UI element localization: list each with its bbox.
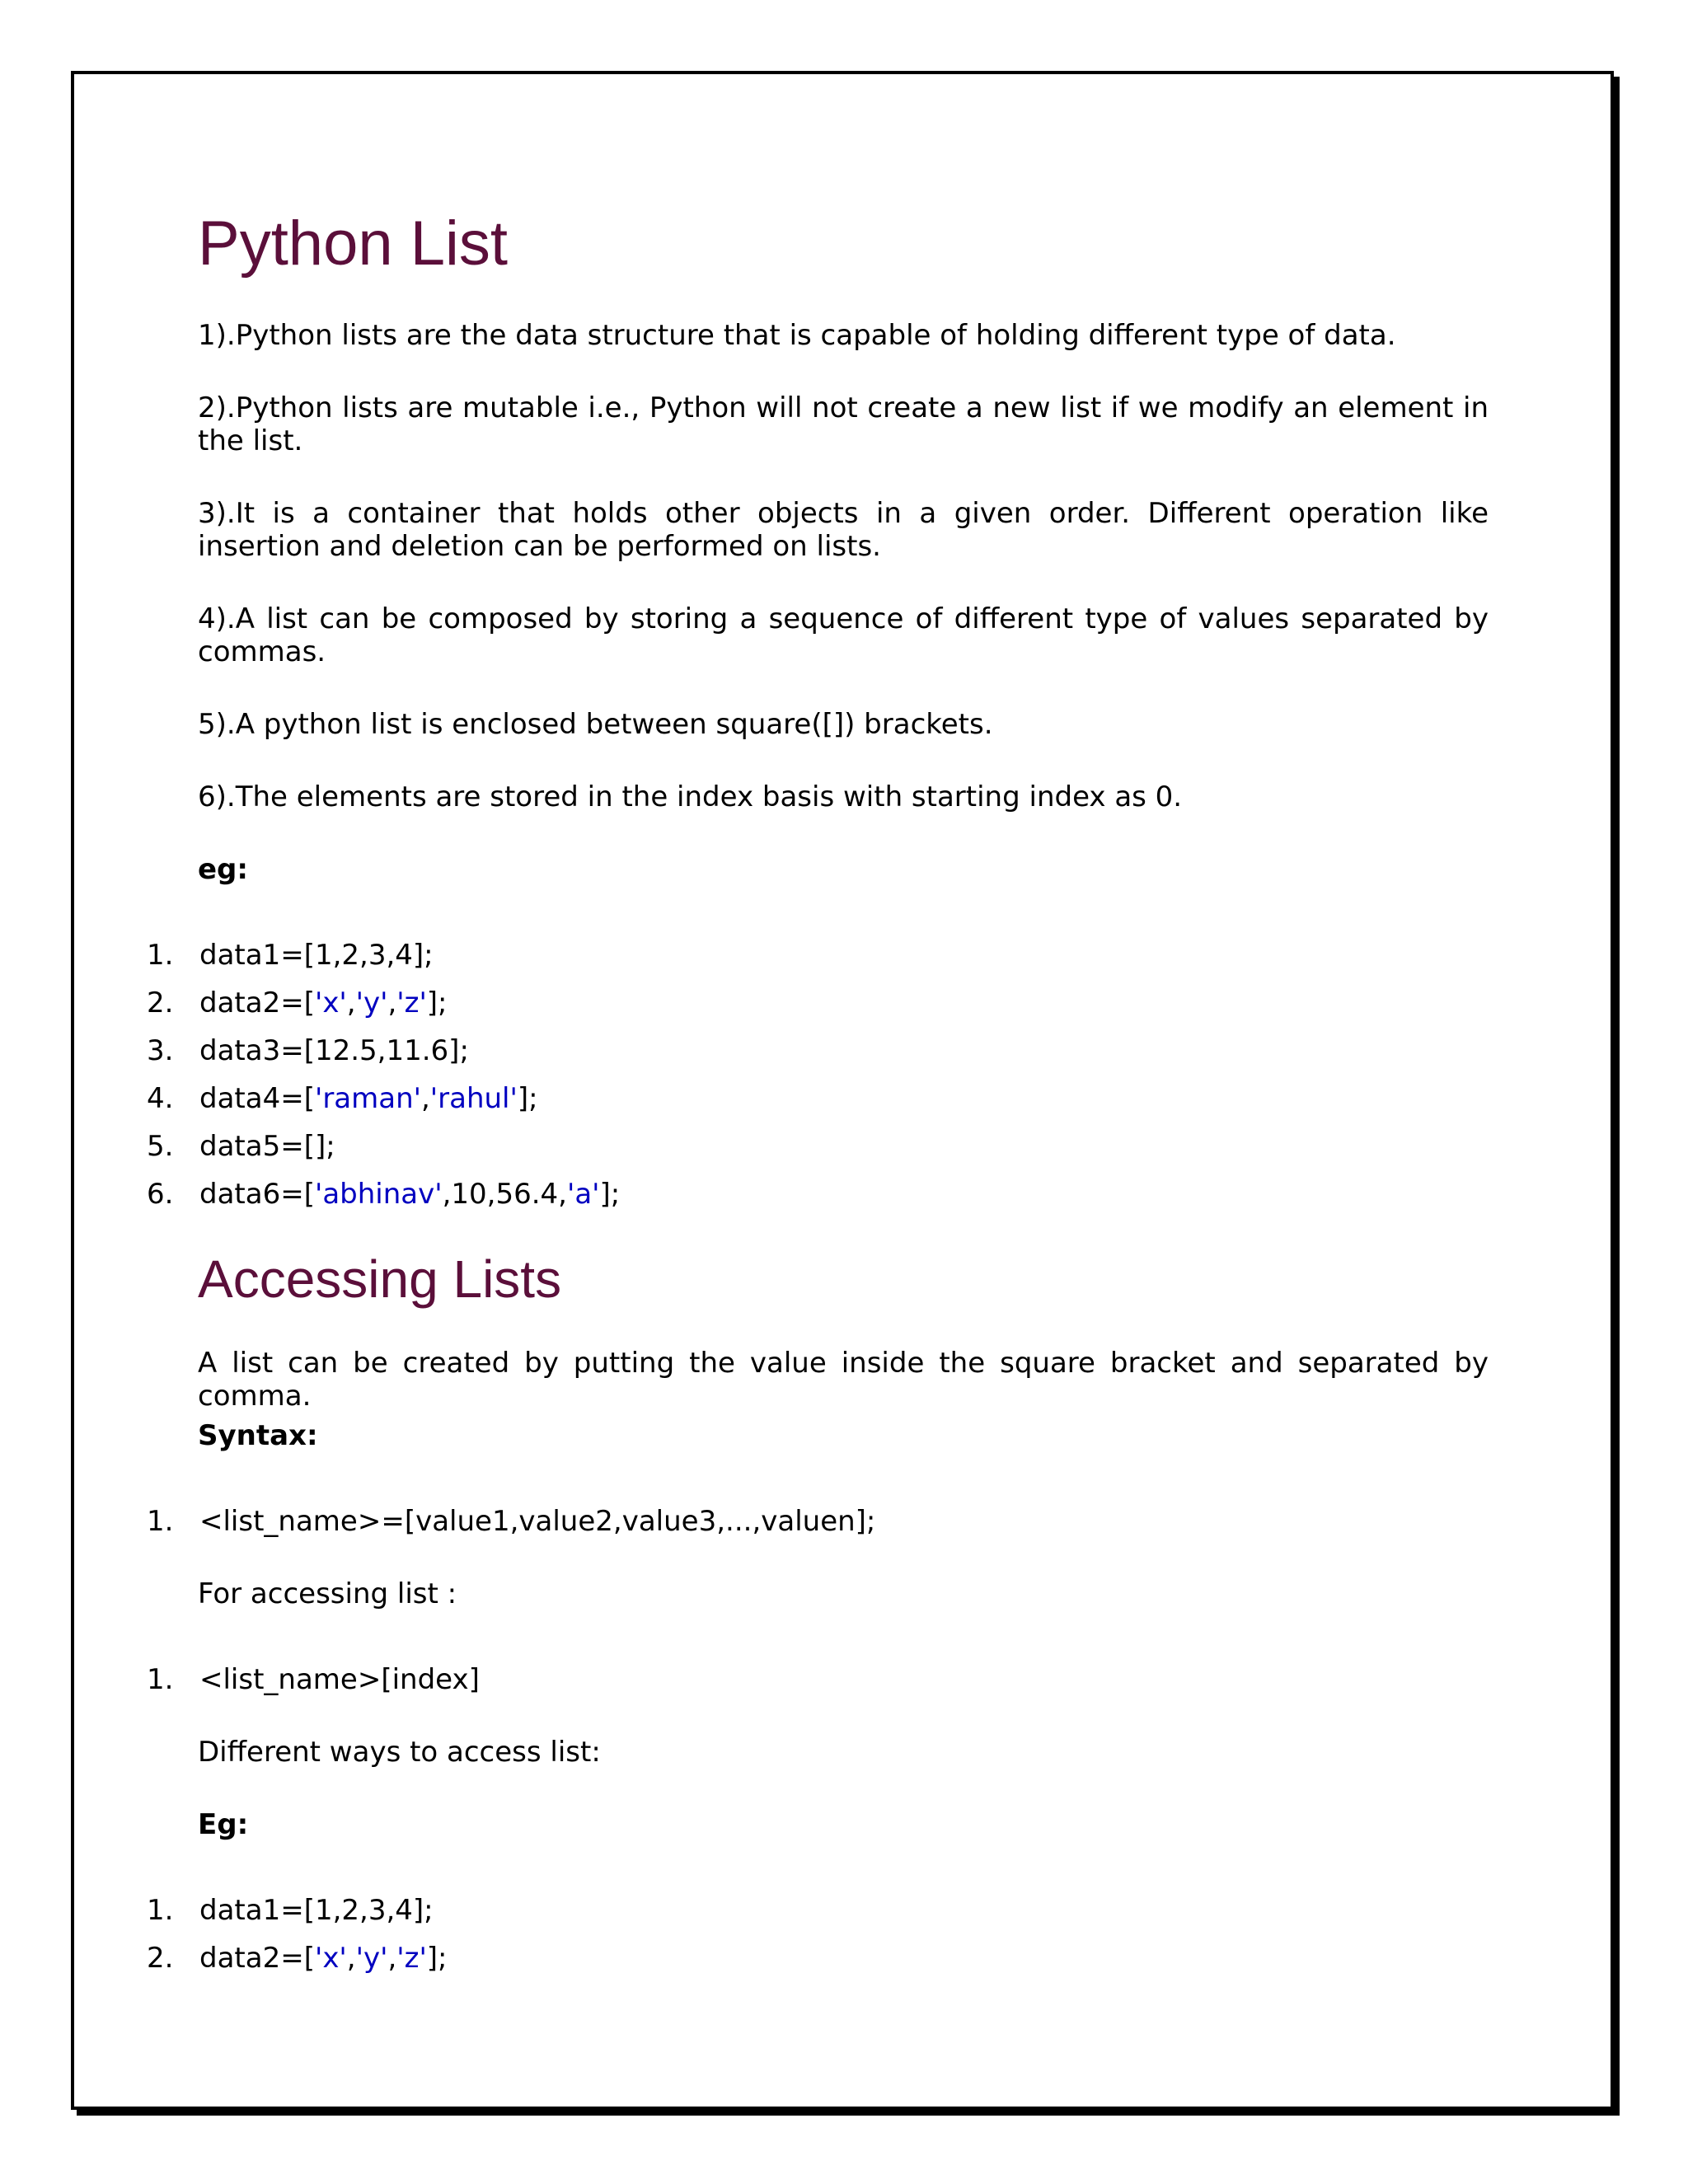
string-literal: 'abhinav' (314, 1178, 443, 1211)
string-literal: 'z' (396, 1942, 427, 1975)
line-number: 1. (147, 1663, 174, 1696)
string-literal: 'y' (355, 987, 388, 1019)
line-number: 2. (147, 1942, 174, 1975)
line-number: 5. (147, 1130, 174, 1163)
code-text: data3=[12.5,11.6]; (199, 1034, 469, 1067)
code-text: <list_name>[index] (199, 1663, 480, 1696)
point-2: 2).Python lists are mutable i.e., Python will not create a new list if we modify an element in the list. (198, 391, 1489, 457)
page-title: Python List (198, 209, 508, 279)
point-5: 5).A python list is enclosed between square([]) brackets. (198, 708, 993, 741)
string-literal: 'z' (396, 987, 427, 1019)
code-text: <list_name>=[value1,value2,value3,...,valuen]; (199, 1505, 876, 1538)
point-1: 1).Python lists are the data structure that is capable of holding different type of data. (198, 319, 1396, 352)
line-number: 1. (147, 1894, 174, 1927)
line-number: 1. (147, 1505, 174, 1538)
point-3: 3).It is a container that holds other objects in a given order. Different operation like insertion and deletion can be performed on lists. (198, 497, 1489, 563)
code-text: data4=['raman','rahul']; (199, 1082, 538, 1115)
string-literal: 'rahul' (429, 1082, 518, 1115)
code-text: data2=['x','y','z']; (199, 987, 448, 1019)
line-number: 3. (147, 1034, 174, 1067)
eg2-label: Eg: (198, 1808, 249, 1841)
string-literal: 'y' (355, 1942, 388, 1975)
code-text: data6=['abhinav',10,56.4,'a']; (199, 1178, 621, 1211)
line-number: 2. (147, 987, 174, 1019)
access-label: For accessing list : (198, 1577, 457, 1610)
point-6: 6).The elements are stored in the index basis with starting index as 0. (198, 780, 1183, 813)
line-number: 1. (147, 939, 174, 972)
section-title: Accessing Lists (198, 1249, 562, 1309)
eg-label: eg: (198, 853, 248, 886)
point-4: 4).A list can be composed by storing a sequence of different type of values separated by commas. (198, 602, 1489, 668)
code-text: data2=['x','y','z']; (199, 1942, 448, 1975)
section-intro: A list can be created by putting the value inside the square bracket and separated by comma. (198, 1347, 1489, 1413)
string-literal: 'x' (314, 987, 347, 1019)
string-literal: 'a' (566, 1178, 600, 1211)
ways-label: Different ways to access list: (198, 1736, 601, 1769)
string-literal: 'x' (314, 1942, 347, 1975)
line-number: 4. (147, 1082, 174, 1115)
code-text: data1=[1,2,3,4]; (199, 1894, 434, 1927)
syntax-label: Syntax: (198, 1419, 318, 1452)
line-number: 6. (147, 1178, 174, 1211)
code-text: data1=[1,2,3,4]; (199, 939, 434, 972)
string-literal: 'raman' (314, 1082, 421, 1115)
code-text: data5=[]; (199, 1130, 335, 1163)
